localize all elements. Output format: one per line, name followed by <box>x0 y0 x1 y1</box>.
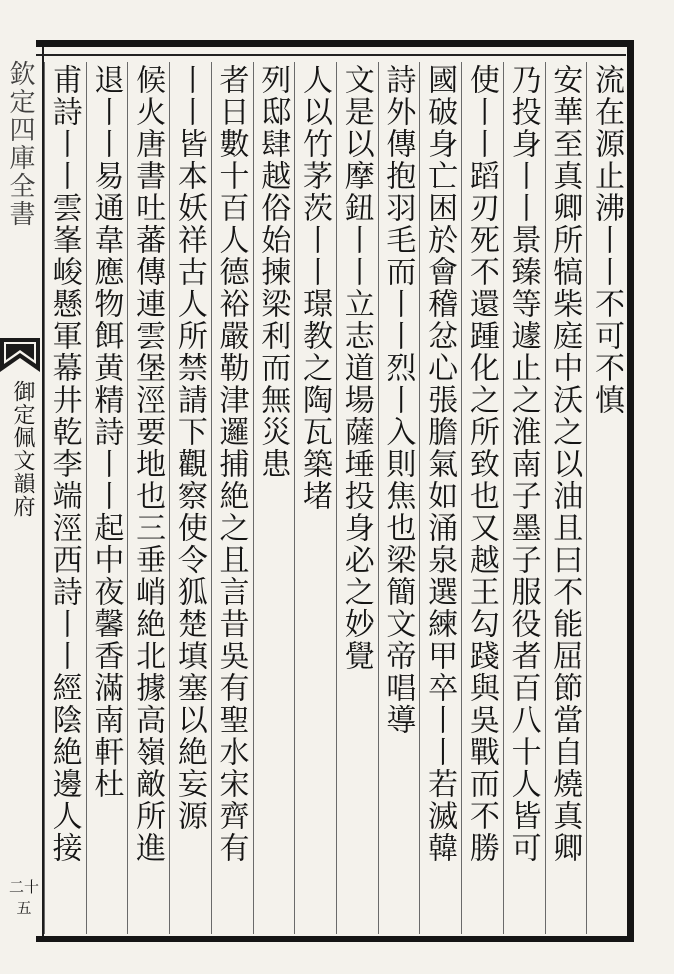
text-column: 列邸肆越俗始揀梁利而無災患 <box>253 62 295 934</box>
text-column: 使丨丨蹈刃死不還踵化之所致也又越王勾踐與吳戰而不勝 <box>461 62 503 934</box>
text-column: 安華至真卿所犒柴庭中沃之以油且曰不能屈節當自燒真卿 <box>545 62 587 934</box>
top-rule <box>36 54 626 56</box>
text-column: 乃投身丨丨景臻等遽止之淮南子墨子服役者百八十人皆可 <box>503 62 545 934</box>
text-column: 甫詩丨丨雲峯峻懸軍幕井乾李端涇西詩丨丨經陰絶邊人接 <box>44 62 86 934</box>
text-column: 國破身亡困於會稽忿心張膽氣如涌泉選練甲卒丨丨若滅韓 <box>419 62 461 934</box>
text-column: 退丨丨易通韋應物餌黄精詩丨丨起中夜馨香滿南軒杜 <box>86 62 128 934</box>
text-column: 者日數十百人德裕嚴勒津邏捕絶之且言昔吳有聖水宋齊有 <box>211 62 253 934</box>
text-column: 流在源止沸丨丨不可不慎 <box>586 62 628 934</box>
text-column: 文是以摩鈕丨丨立志道場薩埵投身必之妙覺 <box>336 62 378 934</box>
text-column: 候火唐書吐蕃傳連雲堡涇要地也三垂峭絶北據高嶺敵所進 <box>127 62 169 934</box>
text-column: 詩外傳抱羽毛而丨丨烈丨入則焦也梁簡文帝唱導 <box>378 62 420 934</box>
text-column: 丨丨皆本妖祥古人所禁請下觀察使令狐楚填塞以絶妄源 <box>169 62 211 934</box>
fish-tail-mark-icon <box>0 338 40 372</box>
book-title: 欽定四庫全書 <box>5 60 35 228</box>
text-column: 人以竹茅茨丨丨璟教之陶瓦築堵 <box>294 62 336 934</box>
page-number: 二十五 <box>8 878 39 917</box>
book-subtitle: 御定佩文韻府 <box>10 380 35 518</box>
text-columns <box>44 62 628 934</box>
